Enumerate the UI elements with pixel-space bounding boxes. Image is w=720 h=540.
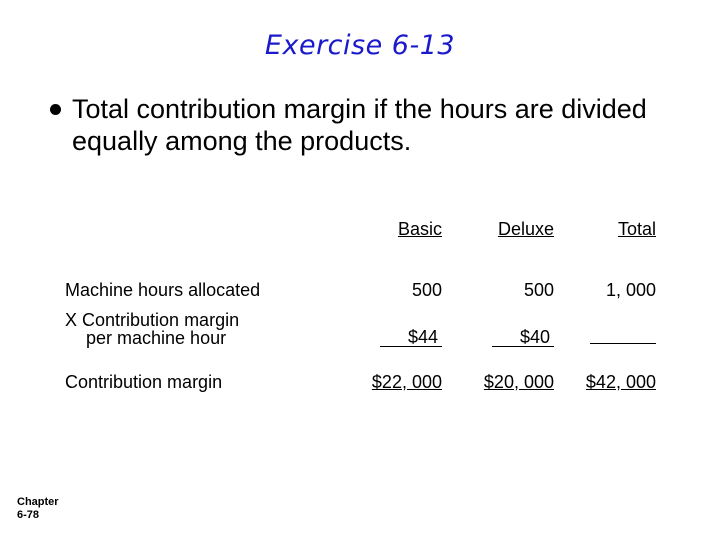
cell-machine-hours-total: 1, 000 — [605, 280, 656, 300]
bullet-icon — [50, 104, 61, 115]
row-label-contribution-margin: Contribution margin — [65, 372, 223, 392]
chapter-page: 6-78 — [17, 509, 40, 522]
row-label-cm-per-hour-line2: per machine hour — [86, 328, 227, 348]
cell-machine-hours-basic: 500 — [411, 280, 442, 300]
cm-per-hour-deluxe-value: $40 — [492, 328, 554, 347]
slide-title: Exercise 6-13 — [264, 30, 456, 61]
cm-per-hour-basic-value: $44 — [380, 328, 442, 347]
bullet-text: Total contribution margin if the hours are divided equally among the products. — [72, 94, 647, 157]
cell-cm-per-hour-basic — [380, 328, 442, 347]
chapter-label: Chapter — [17, 496, 59, 508]
row-label-cm-per-hour — [65, 311, 239, 347]
cell-cm-per-hour-deluxe — [492, 328, 554, 347]
header-deluxe: Deluxe — [497, 219, 554, 239]
row-label-machine-hours: Machine hours allocated — [65, 280, 261, 300]
cell-machine-hours-deluxe: 500 — [523, 280, 554, 300]
cell-cm-per-hour-total-blank — [590, 343, 656, 344]
chapter-footer — [17, 496, 59, 522]
cell-contribution-margin-total: $42, 000 — [585, 372, 656, 392]
header-total: Total — [617, 219, 656, 239]
header-basic: Basic — [397, 219, 442, 239]
cell-contribution-margin-deluxe: $20, 000 — [483, 372, 554, 392]
cell-contribution-margin-basic: $22, 000 — [371, 372, 442, 392]
row-label-cm-per-hour-line1: X Contribution margin — [65, 310, 240, 330]
